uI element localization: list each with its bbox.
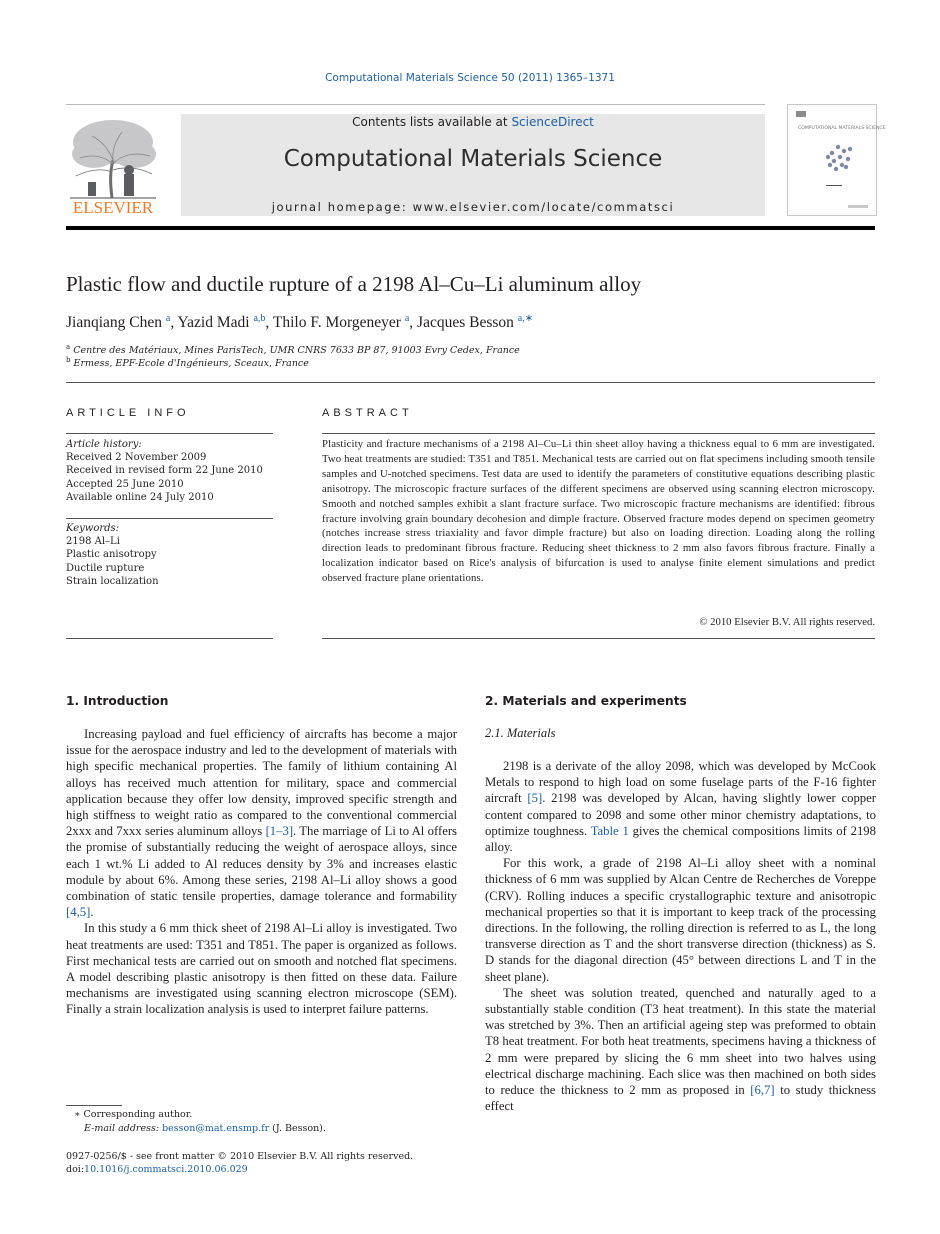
journal-homepage[interactable]: journal homepage: www.elsevier.com/locate/commatsci xyxy=(271,200,675,214)
article-info-rule xyxy=(66,638,273,639)
text-run: . xyxy=(90,905,94,920)
author-affil-link[interactable]: a,b xyxy=(253,313,266,324)
journal-name: Computational Materials Science xyxy=(283,146,663,172)
article-history xyxy=(66,438,276,504)
text-run: The sheet was solution treated, quenched and naturally aged to a substantially stable condition (T3 heat treatment). In this state the material was stretched by 3%. Then an artificial ageing step was preformed to obtain T8 heat treatment. For both heat treatments, specimens having a thickness of 2 mm were prepared by slicing the 6 mm sheet into two halves using electrical discharge machining. Each slice was then machined on both sides to reduce the thickness to 2 mm as proposed in xyxy=(485,985,876,1098)
keyword: Ductile rupture xyxy=(66,562,145,574)
article-info-heading: ARTICLE INFO xyxy=(66,407,190,419)
affiliation-text: Centre des Matériaux, Mines ParisTech, UMR CNRS 7633 BP 87, 91003 Evry Cedex, France xyxy=(73,345,520,357)
author-affil-link[interactable]: a xyxy=(165,313,171,324)
paragraph xyxy=(66,726,457,920)
author-affil-link[interactable]: a,∗ xyxy=(517,313,534,324)
history-item: Received 2 November 2009 xyxy=(66,452,207,464)
author-affil-link[interactable]: a xyxy=(404,313,410,324)
section-heading-materials: 2. Materials and experiments xyxy=(485,694,687,708)
abstract-rule xyxy=(322,433,875,434)
header-thick-rule xyxy=(66,226,875,230)
section-heading-introduction: 1. Introduction xyxy=(66,694,169,708)
contents-line xyxy=(181,115,765,129)
email-line xyxy=(66,1122,326,1136)
keyword: Plastic anisotropy xyxy=(66,549,157,561)
elsevier-tree-icon xyxy=(66,112,160,216)
article-title: Plastic flow and ductile rupture of a 2198 Al–Cu–Li aluminum alloy xyxy=(66,272,642,296)
text-run: . 2198 was developed by Alcan, having slightly lower copper content compared to 2098 and some other minor chemistry adaptations, to optimize toughness. xyxy=(485,791,876,838)
table-link[interactable]: Table 1 xyxy=(590,823,629,838)
affiliation-text: Ermess, EPF-Ecole d'Ingénieurs, Sceaux, France xyxy=(73,358,309,370)
affiliation-b xyxy=(66,356,309,369)
article-info-rule xyxy=(66,518,273,519)
bottom-metadata xyxy=(66,1150,413,1176)
author-name: Yazid Madi xyxy=(177,314,250,332)
history-item: Available online 24 July 2010 xyxy=(66,491,214,503)
cover-image-icon xyxy=(788,105,886,215)
elsevier-logo[interactable] xyxy=(66,112,160,216)
paragraph xyxy=(485,985,876,1115)
abstract-text: Plasticity and fracture mechanisms of a 2198 Al–Cu–Li thin sheet alloy having a thickness equal to 6 mm are investigated. Two heat treatments are studied: T351 and T851. Mechanical tests are carried out on flat specimens including smooth tensile samples and U-notched specimens. Test data are used to identify the parameters of constitutive equations describing plastic anisotropy. The microscopic fracture surfaces of the different specimens are observed using scanning electron microscopy. Smooth and notched samples exhibit a slant fracture surface. Two microscopic fracture mechanisms are identified: fibrous fracture involving grain boundary decohesion and dimple fracture. Observed fracture modes depend on specimen geometry (notches increase stress triaxiality and favor dimple fracture) but also on loading direction. Loading along the rolling direction leads to predominant fibrous fracture. Reducing sheet thickness to 2 mm also favors fibrous fracture. Finally a localization indicator based on Rice's analysis of bifurcation is used to analyse finite element simulations and predict observed fracture plane orientations. xyxy=(322,438,875,585)
affiliation-marker: a xyxy=(66,343,71,351)
corresponding-author-note: ∗ Corresponding author. xyxy=(74,1109,193,1120)
footnote xyxy=(66,1108,326,1136)
author-name: Jianqiang Chen xyxy=(66,314,162,332)
citation-link[interactable]: [4,5] xyxy=(66,905,91,920)
cover-journal-text: COMPUTATIONAL MATERIALS SCIENCE xyxy=(798,126,886,131)
text-run: to study thickness effect xyxy=(485,1083,876,1114)
introduction-body xyxy=(66,726,457,1018)
affiliation-rule xyxy=(66,382,875,383)
journal-citation-link[interactable]: Computational Materials Science 50 (2011) 1365–1371 xyxy=(325,72,615,84)
paragraph: In this study a 6 mm thick sheet of 2198 Al–Li alloy is investigated. Two heat treatments are used: T351 and T851. The paper is organized as follows. First mechanical tests are carried out on smooth and notched flat specimens. A model describing plastic anisotropy is then fitted on these data. Failure mechanisms are investigated using scanning electron microscope (SEM). Finally a strain localization analysis is used to interpret failure patterns. xyxy=(66,921,457,1017)
contents-prefix: Contents lists available at xyxy=(352,115,512,129)
affiliation-marker: b xyxy=(66,356,71,364)
citation-link[interactable]: [1–3] xyxy=(265,824,294,839)
history-item: Accepted 25 June 2010 xyxy=(66,478,184,490)
copyright: © 2010 Elsevier B.V. All rights reserved. xyxy=(699,616,875,628)
doi-label: doi: xyxy=(66,1164,85,1175)
affiliation-a xyxy=(66,343,520,356)
email-label: E-mail address: xyxy=(84,1123,163,1134)
journal-cover-thumbnail[interactable] xyxy=(787,104,886,216)
history-label: Article history: xyxy=(66,439,142,450)
author-list xyxy=(66,313,533,332)
doi-link[interactable]: 10.1016/j.commatsci.2010.06.029 xyxy=(84,1164,248,1175)
keywords xyxy=(66,522,276,588)
history-item: Received in revised form 22 June 2010 xyxy=(66,465,263,477)
text-run: 2198 is a derivate of the alloy 2098, which was developed by McCook Metals to respond to high load on some fuselage parts of the F-16 fighter aircraft xyxy=(485,759,876,806)
sciencedirect-link[interactable]: ScienceDirect xyxy=(511,115,594,129)
author-sep: , xyxy=(409,314,418,332)
email-link[interactable]: besson@mat.ensmp.fr xyxy=(162,1123,270,1134)
paragraph xyxy=(485,758,876,855)
header-top-rule xyxy=(66,104,765,105)
keywords-label: Keywords: xyxy=(66,523,120,534)
abstract-heading: ABSTRACT xyxy=(322,407,413,419)
citation-link[interactable]: [5] xyxy=(527,791,543,806)
footnote-rule xyxy=(66,1105,122,1106)
issn-line: 0927-0256/$ - see front matter © 2010 Elsevier B.V. All rights reserved. xyxy=(66,1151,414,1162)
author-name: Jacques Besson xyxy=(417,314,514,332)
keyword: 2198 Al–Li xyxy=(66,536,120,548)
subsection-heading-materials: 2.1. Materials xyxy=(485,726,556,740)
paragraph: For this work, a grade of 2198 Al–Li alloy sheet with a nominal thickness of 6 mm was supplied by Alcan Centre de Recherches de Voreppe (CRV). Rolling induces a specific crystallographic texture and anisotropic mechanical properties so that it is important to keep track of the processing directions. In the following, the rolling direction is referred to as L, the long transverse direction as T and the short transverse direction (thickness) as S. D stands for the diagonal direction (45° between directions L and T in the sheet plane). xyxy=(485,856,876,984)
keyword: Strain localization xyxy=(66,575,159,587)
author-sep: , xyxy=(170,314,178,332)
article-info-rule xyxy=(66,433,273,434)
author-name: Thilo F. Morgeneyer xyxy=(272,314,401,332)
doi-line xyxy=(66,1163,413,1176)
materials-body xyxy=(485,758,876,1114)
elsevier-wordmark: ELSEVIER xyxy=(72,198,154,217)
author-sep: , xyxy=(265,314,273,332)
abstract-rule xyxy=(322,638,875,639)
text-run: . The marriage of Li to Al offers the promise of substantially reducing the weight of aerospace alloys, since each 1 wt.% Li added to Al reduces density by 3% and increases elastic module by about 6%. Among these series, 2198 Al–Li alloy shows a good combination of static tensile properties, damage tolerance and formability xyxy=(66,824,457,904)
text-run: Increasing payload and fuel efficiency of aircrafts has become a major issue for the aerospace industry and led to the development of materials with high specific mechanical properties. The family of lithium containing Al alloys has received much attention for military, space and commercial application because they offer low density, improved specific strength and high stiffness to weight ratio as compared to the conventional commercial 2xxx and 7xxx series aluminum alloys xyxy=(66,727,457,839)
citation-link[interactable]: [6,7] xyxy=(750,1083,775,1098)
text-run: gives the chemical compositions limits of 2198 alloy. xyxy=(485,823,876,855)
email-suffix: (J. Besson). xyxy=(269,1123,326,1134)
